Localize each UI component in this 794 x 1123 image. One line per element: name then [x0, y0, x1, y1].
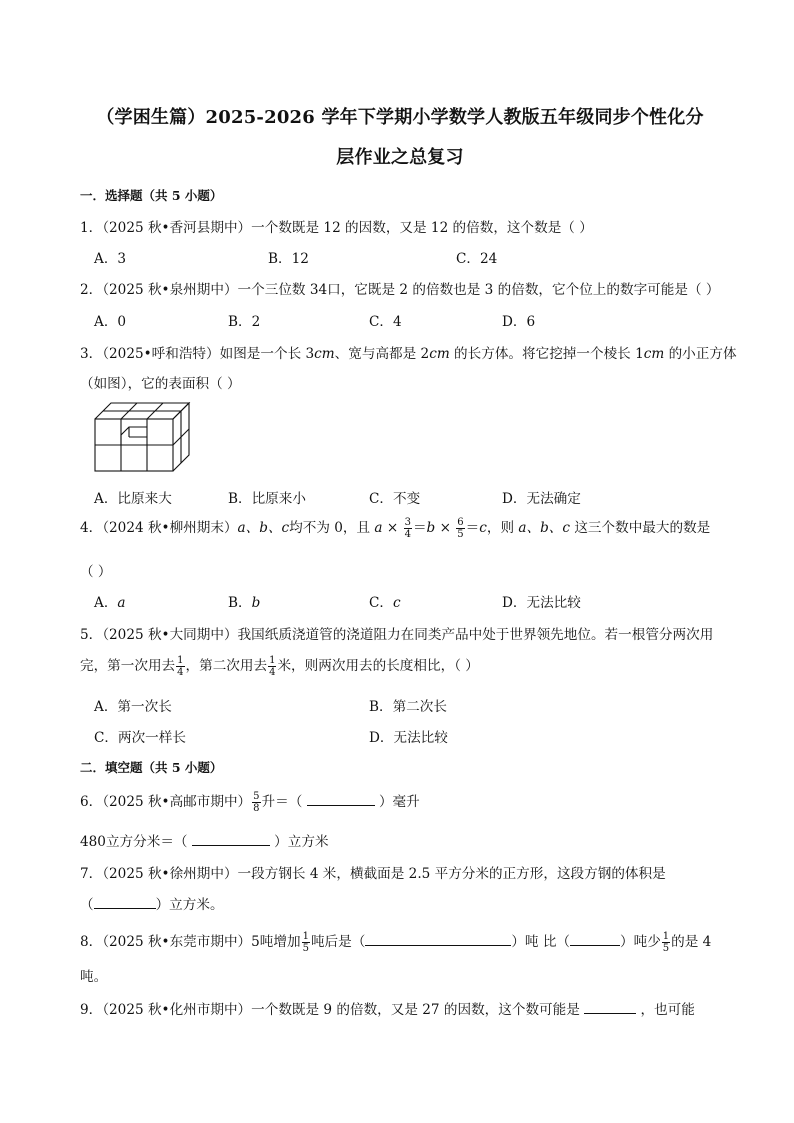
q5-option-c: C．两次一样长 [94, 730, 186, 746]
q4-text-part3: ，则 [486, 520, 519, 536]
q1-option-a: A．3 [94, 251, 127, 267]
q5-fraction-1-numerator: 1 [177, 655, 184, 666]
q4-option-a [94, 591, 126, 611]
q3-option-a: A．比原来大 [94, 491, 172, 507]
q4-fraction-2 [456, 517, 464, 540]
q2-option-a: A．0 [94, 314, 127, 330]
cuboid-figure [94, 402, 194, 474]
q6-text-part3: ）毫升 [378, 794, 420, 810]
question-5-line2 [80, 654, 479, 678]
question-4-line2: （ ） [80, 564, 112, 580]
document-title-line2: 层作业之总复习 [336, 147, 464, 168]
q8-fraction-1-denominator: 5 [302, 943, 309, 954]
section-heading-choice: 一．选择题（共 5 小题） [80, 188, 223, 203]
q6-text-part1: 6．（2025 秋•高邮市期中） [80, 794, 252, 810]
q8-fraction-2-numerator: 1 [662, 931, 670, 942]
q3-unit-3: cm [643, 346, 665, 362]
q4-var-b: b [426, 520, 436, 536]
q4-fraction-1-numerator: 3 [404, 517, 411, 528]
question-8-line1 [80, 930, 711, 954]
q9-text-part2: ，也可能 [636, 1002, 695, 1018]
q8-text-part2: 吨后是（ [310, 934, 366, 950]
q1-option-b: B．12 [268, 251, 309, 267]
q4-option-b-var: b [251, 595, 261, 611]
q4-option-c-label: C． [369, 595, 393, 611]
q4-equals-1: ＝ [412, 520, 427, 536]
q4-times-2: × [435, 520, 456, 536]
q9-answer-blank[interactable] [584, 1001, 636, 1014]
question-6-line1 [80, 790, 420, 814]
question-3-line2: （如图），它的表面积（ ） [80, 376, 241, 392]
q4-variables: a、b、c [237, 520, 290, 536]
q4-text-part1: 4．（2024 秋•柳州期末） [80, 520, 238, 536]
q5-fraction-2-numerator: 1 [269, 655, 276, 666]
section-heading-fill: 二．填空题（共 5 小题） [80, 760, 223, 775]
q4-option-c [369, 591, 401, 611]
q8-fraction-1-numerator: 1 [302, 931, 309, 942]
q4-text-part2: 均不为 0，且 [289, 520, 375, 536]
q4-var-c: c [479, 520, 487, 536]
q3-unit-2: cm [429, 346, 450, 362]
q2-option-c: C．4 [369, 314, 402, 330]
q4-fraction-1 [404, 517, 412, 540]
q6-fraction-numerator: 5 [253, 791, 260, 802]
q3-unit-1: cm [314, 346, 335, 362]
question-4-line1 [80, 516, 710, 540]
q6-answer-blank-1[interactable] [307, 793, 375, 806]
q7-answer-blank[interactable] [94, 896, 156, 909]
q7-line2-part2: ）立方米。 [155, 897, 224, 913]
q4-var-a: a [374, 520, 383, 536]
question-7-line1: 7．（2025 秋•徐州期中）一段方钢长 4 米，横截面是 2.5 平方分米的正方形，这段方钢的体积是 [80, 866, 666, 882]
q2-option-d: D．6 [502, 314, 536, 330]
q7-line2-part1: （ [80, 897, 94, 913]
q5-text-part1: 完，第一次用去 [80, 658, 176, 674]
q8-text-part3: ）吨 比（ [511, 934, 571, 950]
q6-answer-blank-2[interactable] [192, 833, 270, 846]
q4-text-part4: 这三个数中最大的数是 [570, 520, 711, 536]
q4-option-b [228, 591, 260, 611]
q5-option-a: A．第一次长 [94, 699, 172, 715]
q8-fraction-1 [302, 931, 310, 954]
q5-fraction-1-denominator: 4 [177, 667, 184, 678]
document-title-line1: （学困生篇）2025-2026 学年下学期小学数学人教版五年级同步个性化分 [96, 107, 704, 128]
q8-fraction-2 [662, 931, 670, 954]
q4-fraction-2-numerator: 6 [457, 517, 464, 528]
q4-fraction-2-denominator: 5 [457, 529, 464, 540]
question-3-line1 [80, 342, 737, 362]
q8-text-part1: 8．（2025 秋•东莞市期中）5吨增加 [80, 934, 301, 950]
question-2-text: 2．（2025 秋•泉州期中）一个三位数 34口，它既是 2 的倍数也是 3 的倍数，它个位上的数字可能是（ ） [80, 282, 720, 298]
q3-text-part1: 3．（2025•呼和浩特）如图是一个长 3 [80, 346, 315, 362]
q4-times-1: × [382, 520, 403, 536]
q4-option-a-label: A． [94, 595, 118, 611]
q5-option-b: B．第二次长 [369, 699, 447, 715]
question-6-line2 [80, 830, 329, 850]
q4-option-c-var: c [393, 595, 401, 611]
q4-option-a-var: a [117, 595, 126, 611]
q4-fraction-1-denominator: 4 [404, 529, 411, 540]
q6-text-part2: 升＝（ [261, 794, 303, 810]
q3-option-b: B．比原来小 [228, 491, 306, 507]
q6-fraction-denominator: 8 [253, 803, 260, 814]
q9-text-part1: 9．（2025 秋•化州市期中）一个数既是 9 的倍数，又是 27 的因数，这个数可能是 [80, 1002, 585, 1018]
q3-option-d: D．无法确定 [502, 491, 581, 507]
q3-text-part3: 的长方体。将它挖掉一个棱长 1 [449, 346, 644, 362]
q5-fraction-2 [268, 655, 276, 678]
question-5-line1: 5．（2025 秋•大同期中）我国纸质浇道管的浇道阻力在同类产品中处于世界领先地位。若一根管分两次用 [80, 627, 714, 643]
q4-option-d: D．无法比较 [502, 595, 581, 611]
q8-text-part5: 的是 4 [671, 934, 712, 950]
q3-text-part2: 、宽与高都是 2 [334, 346, 430, 362]
question-9-line1 [80, 998, 695, 1018]
q3-option-c: C．不变 [369, 491, 421, 507]
q8-answer-blank-1[interactable] [365, 933, 511, 946]
q5-option-d: D．无法比较 [369, 730, 448, 746]
q6-line2-part1: 480立方分米＝（ [80, 834, 188, 850]
question-1-text: 1．（2025 秋•香河县期中）一个数既是 12 的因数，又是 12 的倍数，这个数是（ ） [80, 220, 593, 236]
q8-fraction-2-denominator: 5 [662, 943, 670, 954]
q5-fraction-2-denominator: 4 [269, 667, 276, 678]
q4-variables-2: a、b、c [518, 520, 571, 536]
q8-answer-blank-2[interactable] [570, 933, 620, 946]
q5-fraction-1 [176, 655, 184, 678]
q6-fraction [252, 791, 260, 814]
q8-text-part4: ）吨少 [620, 934, 661, 950]
q1-option-c: C．24 [456, 251, 498, 267]
q2-option-b: B．2 [228, 314, 261, 330]
q6-line2-part2: ）立方米 [274, 834, 329, 850]
q5-text-part2: ，第二次用去 [185, 658, 268, 674]
q4-option-b-label: B． [228, 595, 252, 611]
q3-text-part4: 的小正方体 [664, 346, 737, 362]
question-8-line2: 吨。 [80, 969, 108, 985]
question-7-line2 [80, 893, 224, 913]
q4-equals-2: ＝ [465, 520, 480, 536]
q5-text-part3: 米，则两次用去的长度相比，（ ） [277, 658, 479, 674]
